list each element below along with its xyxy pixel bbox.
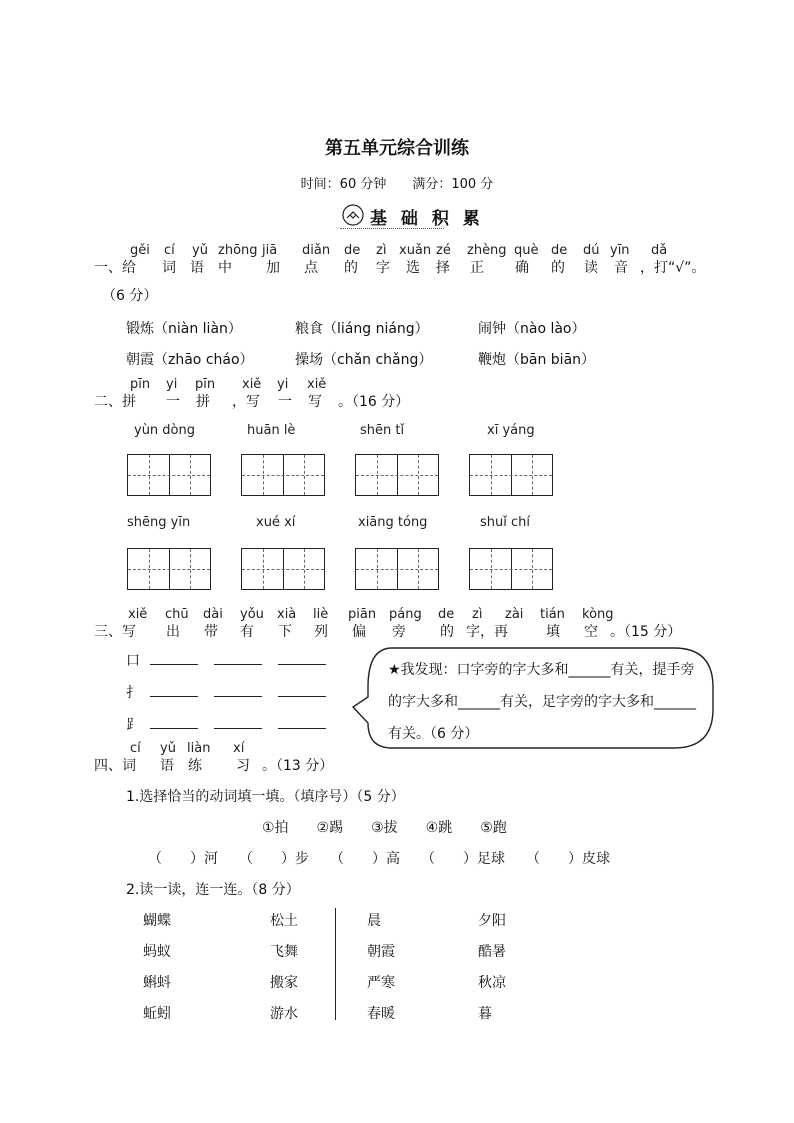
q1-item: 锻炼（niàn liàn） bbox=[126, 321, 242, 337]
question-text: 择 bbox=[436, 260, 450, 276]
exam-time: 时间：60 分钟 bbox=[300, 177, 387, 192]
pinyin-word: shēn tǐ bbox=[360, 423, 405, 438]
match-item[interactable]: 蝴蝶 bbox=[143, 913, 171, 929]
radical-label: 扌 bbox=[126, 685, 140, 701]
exam-score: 满分：100 分 bbox=[412, 177, 494, 192]
q1-item: 朝霞（zhāo cháo） bbox=[126, 352, 254, 368]
pinyin-syllable: zé bbox=[436, 243, 451, 258]
pinyin-syllable: zhōng bbox=[218, 243, 258, 258]
question-text: 有 bbox=[240, 624, 254, 640]
question-text: 下 bbox=[278, 624, 292, 640]
pinyin-syllable: liàn bbox=[187, 741, 211, 756]
match-item[interactable]: 晨 bbox=[367, 913, 381, 929]
pinyin-syllable: chū bbox=[165, 607, 189, 622]
question-text: 练 bbox=[188, 758, 202, 774]
q1-item: 闹钟（nào lào） bbox=[478, 321, 586, 337]
match-item[interactable]: 暮 bbox=[478, 1006, 492, 1022]
pinyin-syllable: yīn bbox=[610, 243, 630, 258]
pinyin-syllable: tián bbox=[540, 607, 565, 622]
pinyin-syllable: páng bbox=[389, 607, 422, 622]
answer-line[interactable] bbox=[278, 728, 326, 729]
pinyin-word: xué xí bbox=[256, 515, 296, 530]
question-text: 。（13 分） bbox=[262, 758, 334, 774]
question-text: 偏 bbox=[352, 624, 366, 640]
question-text: 出 bbox=[166, 624, 180, 640]
pinyin-syllable: zì bbox=[472, 607, 483, 622]
match-item[interactable]: 飞舞 bbox=[270, 944, 298, 960]
question-text: ，打“√”。 bbox=[640, 260, 706, 276]
question-text: 。（16 分） bbox=[338, 394, 410, 410]
question-text: 音 bbox=[614, 260, 628, 276]
pinyin-syllable: yi bbox=[277, 377, 289, 392]
question-text: 一 bbox=[166, 394, 180, 410]
question-text: 带 bbox=[204, 624, 218, 640]
pinyin-syllable: xià bbox=[277, 607, 297, 622]
question-text: 列 bbox=[314, 624, 328, 640]
q1-item: 鞭炮（bān biān） bbox=[478, 352, 596, 368]
pinyin-syllable: piān bbox=[348, 607, 377, 622]
pinyin-syllable: dú bbox=[583, 243, 600, 258]
question-text: ，写 bbox=[232, 394, 260, 410]
pinyin-word: xiāng tóng bbox=[358, 515, 428, 530]
question-text: 读 bbox=[584, 260, 598, 276]
page-title: 第五单元综合训练 bbox=[325, 138, 469, 159]
book-icon bbox=[342, 204, 364, 226]
discovery-text: ★我发现：口字旁的字大多和______有关，提手旁的字大多和______有关，足字旁的字大多和______有关。（6 分） bbox=[388, 662, 696, 742]
answer-line[interactable] bbox=[214, 696, 262, 697]
match-item[interactable]: 游水 bbox=[270, 1006, 298, 1022]
q1-item: 粮食（liáng niáng） bbox=[295, 321, 429, 337]
sub2-title: 2.读一读，连一连。（8 分） bbox=[126, 882, 300, 898]
match-item[interactable]: 蚂蚁 bbox=[143, 944, 171, 960]
question-text: 语 bbox=[160, 758, 174, 774]
question-text: 二、拼 bbox=[94, 394, 136, 410]
question-text: 的 bbox=[440, 624, 454, 640]
question-text: 填 bbox=[546, 624, 560, 640]
pinyin-syllable: de bbox=[551, 243, 568, 258]
match-item[interactable]: 松土 bbox=[270, 913, 298, 929]
question-text: 四、词 bbox=[94, 758, 136, 774]
answer-line[interactable] bbox=[278, 664, 326, 665]
pinyin-syllable: què bbox=[514, 243, 539, 258]
question-text: 一、给 bbox=[94, 260, 136, 276]
match-item[interactable]: 搬家 bbox=[270, 975, 298, 991]
column-divider bbox=[335, 908, 336, 1020]
pinyin-syllable: cí bbox=[130, 741, 141, 756]
question-text: 三、写 bbox=[94, 624, 136, 640]
verb-options: ①拍 ②踢 ③拔 ④跳 ⑤跑 bbox=[262, 820, 507, 836]
pinyin-word: yùn dòng bbox=[134, 423, 196, 438]
question-text: 习 bbox=[236, 758, 250, 774]
pinyin-syllable: xiě bbox=[128, 607, 148, 622]
exam-meta bbox=[0, 173, 794, 192]
pinyin-syllable: de bbox=[438, 607, 455, 622]
pinyin-syllable: yi bbox=[166, 377, 178, 392]
pinyin-syllable: xiě bbox=[307, 377, 327, 392]
pinyin-word: shuǐ chí bbox=[480, 515, 530, 530]
radical-label: 口 bbox=[126, 653, 140, 669]
q1-points: （6 分） bbox=[102, 288, 158, 304]
pinyin-syllable: zì bbox=[376, 243, 387, 258]
question-text: 选 bbox=[406, 260, 420, 276]
question-text: 点 bbox=[304, 260, 318, 276]
question-text: 旁 bbox=[392, 624, 406, 640]
pinyin-syllable: kòng bbox=[582, 607, 614, 622]
match-item[interactable]: 蝌蚪 bbox=[143, 975, 171, 991]
question-text: 语 bbox=[190, 260, 204, 276]
question-text: 字，再 bbox=[466, 624, 508, 640]
writing-grid[interactable] bbox=[127, 548, 211, 590]
pinyin-syllable: yǒu bbox=[240, 607, 264, 622]
question-text: 中 bbox=[218, 260, 232, 276]
question-text: 加 bbox=[266, 260, 280, 276]
question-text: 字 bbox=[376, 260, 390, 276]
pinyin-word: shēng yīn bbox=[127, 515, 191, 530]
section-label: 基 础 积 累 bbox=[370, 209, 484, 229]
pinyin-word: huān lè bbox=[247, 423, 296, 438]
pinyin-syllable: xiě bbox=[242, 377, 262, 392]
question-text: 确 bbox=[515, 260, 529, 276]
pinyin-syllable: pīn bbox=[195, 377, 216, 392]
pinyin-syllable: yǔ bbox=[160, 741, 176, 756]
section-banner bbox=[340, 202, 484, 229]
answer-line[interactable] bbox=[150, 696, 198, 697]
question-text: 。（15 分） bbox=[610, 624, 682, 640]
match-item[interactable]: 蚯蚓 bbox=[143, 1006, 171, 1022]
question-text: 空 bbox=[584, 624, 598, 640]
pinyin-syllable: xí bbox=[233, 741, 245, 756]
question-text: 一 bbox=[278, 394, 292, 410]
pinyin-syllable: zài bbox=[505, 607, 524, 622]
pinyin-syllable: liè bbox=[313, 607, 329, 622]
pinyin-syllable: jiā bbox=[262, 243, 278, 258]
pinyin-syllable: de bbox=[344, 243, 361, 258]
match-item[interactable]: 严寒 bbox=[367, 975, 395, 991]
radical-label: ⻊ bbox=[126, 717, 140, 733]
answer-line[interactable] bbox=[214, 664, 262, 665]
match-item[interactable]: 夕阳 bbox=[478, 913, 506, 929]
pinyin-syllable: dǎ bbox=[651, 243, 668, 258]
writing-grid[interactable] bbox=[355, 548, 439, 590]
sub1-title: 1.选择恰当的动词填一填。（填序号）（5 分） bbox=[126, 789, 405, 805]
pinyin-syllable: diǎn bbox=[302, 243, 331, 258]
question-text: 正 bbox=[470, 260, 484, 276]
pinyin-syllable: dài bbox=[203, 607, 223, 622]
q1-item: 操场（chǎn chǎng） bbox=[295, 352, 433, 368]
match-item[interactable]: 秋凉 bbox=[478, 975, 506, 991]
answer-line[interactable] bbox=[214, 728, 262, 729]
question-text: 拼 bbox=[196, 394, 210, 410]
question-text: 的 bbox=[344, 260, 358, 276]
pinyin-syllable: zhèng bbox=[467, 243, 507, 258]
writing-grid[interactable] bbox=[469, 548, 553, 590]
pinyin-syllable: cí bbox=[164, 243, 175, 258]
question-text: 词 bbox=[162, 260, 176, 276]
match-item[interactable]: 春暖 bbox=[367, 1006, 395, 1022]
writing-grid[interactable] bbox=[241, 454, 325, 496]
writing-grid[interactable] bbox=[241, 548, 325, 590]
answer-line[interactable] bbox=[150, 728, 198, 729]
match-item[interactable]: 朝霞 bbox=[367, 944, 395, 960]
pinyin-syllable: xuǎn bbox=[399, 243, 432, 258]
writing-grid[interactable] bbox=[469, 454, 553, 496]
question-text: 写 bbox=[308, 394, 322, 410]
answer-line[interactable] bbox=[278, 696, 326, 697]
answer-line[interactable] bbox=[150, 664, 198, 665]
writing-grid[interactable] bbox=[127, 454, 211, 496]
pinyin-word: xī yáng bbox=[487, 423, 535, 438]
verb-blanks[interactable]: （ ）河 （ ）步 （ ）高 （ ）足球 （ ）皮球 bbox=[148, 851, 610, 867]
writing-grid[interactable] bbox=[355, 454, 439, 496]
pinyin-syllable: pīn bbox=[130, 377, 151, 392]
question-text: 的 bbox=[551, 260, 565, 276]
pinyin-syllable: gěi bbox=[130, 243, 150, 258]
pinyin-syllable: yǔ bbox=[192, 243, 208, 258]
match-item[interactable]: 酷暑 bbox=[478, 944, 506, 960]
